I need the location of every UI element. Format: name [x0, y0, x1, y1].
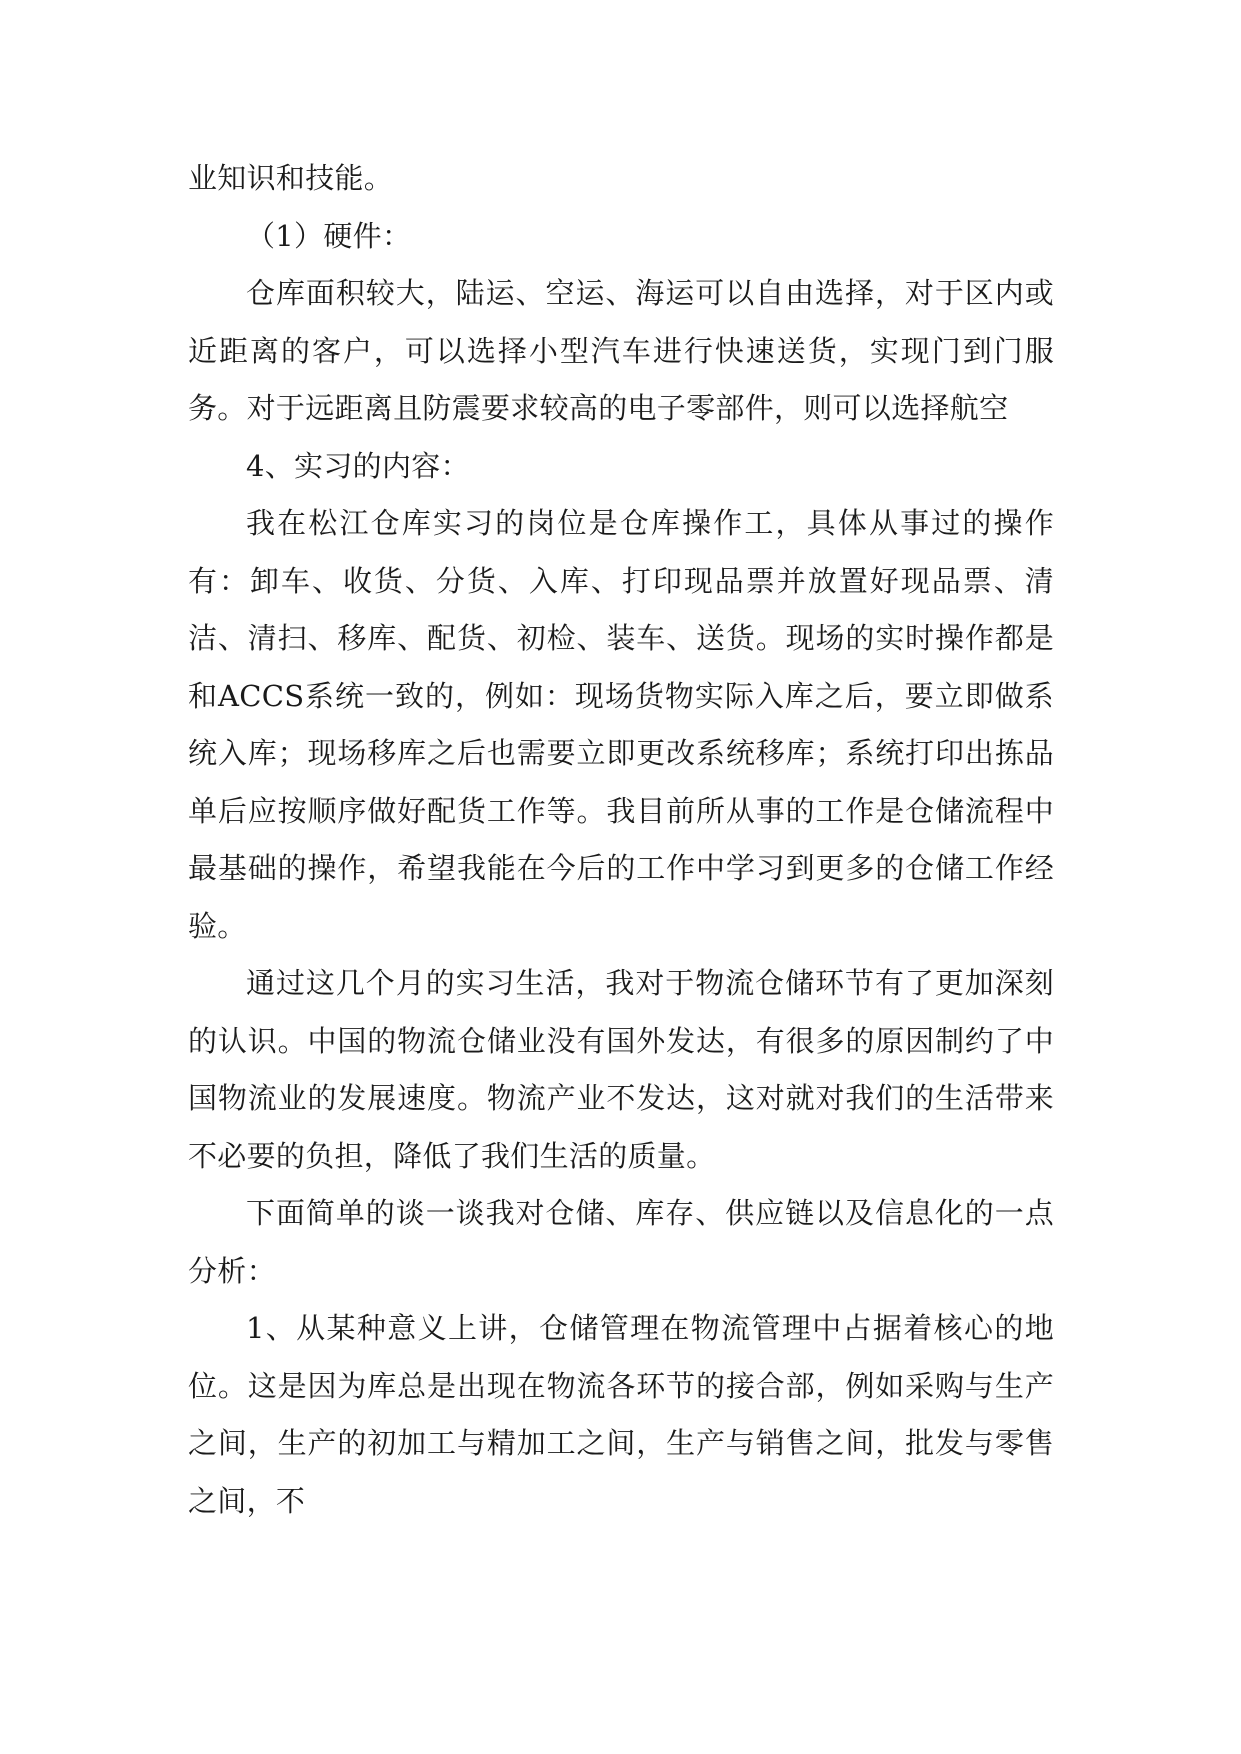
paragraph-analysis-intro: 下面简单的谈一谈我对仓储、库存、供应链以及信息化的一点分析： — [188, 1196, 1054, 1288]
section-heading-internship-content: 4、实习的内容： — [246, 448, 470, 483]
section-heading-hardware: （1）硬件： — [246, 218, 412, 253]
paragraph-analysis-point-1: 1、从某种意义上讲，仓储管理在物流管理中占据着核心的地位。这是因为库总是出现在物流各环节的接合部，例如采购与生产之间，生产的初加工与精加工之间，生产与销售之间，批发与零售之间，不 — [188, 1311, 1054, 1518]
document-body — [188, 150, 1054, 1530]
paragraph-reflection: 通过这几个月的实习生活，我对于物流仓储环节有了更加深刻的认识。中国的物流仓储业没有国外发达，有很多的原因制约了中国物流业的发展速度。物流产业不发达，这对就对我们的生活带来不必要的负担，降低了我们生活的质量。 — [188, 966, 1054, 1173]
paragraph-continuation: 业知识和技能。 — [188, 161, 394, 195]
paragraph-internship-duties: 我在松江仓库实习的岗位是仓库操作工，具体从事过的操作有：卸车、收货、分货、入库、打印现品票并放置好现品票、清洁、清扫、移库、配货、初检、装车、送货。现场的实时操作都是和ACCS系统一致的，例如：现场货物实际入库之后，要立即做系统入库；现场移库之后也需要立即更改系统移库；系统打印出拣品单后应按顺序做好配货工作等。我目前所从事的工作是仓储流程中最基础的操作，希望我能在今后的工作中学习到更多的仓储工作经验。 — [188, 506, 1054, 943]
paragraph-warehouse-area: 仓库面积较大，陆运、空运、海运可以自由选择，对于区内或近距离的客户，可以选择小型汽车进行快速送货，实现门到门服务。对于远距离且防震要求较高的电子零部件，则可以选择航空 — [188, 276, 1054, 425]
